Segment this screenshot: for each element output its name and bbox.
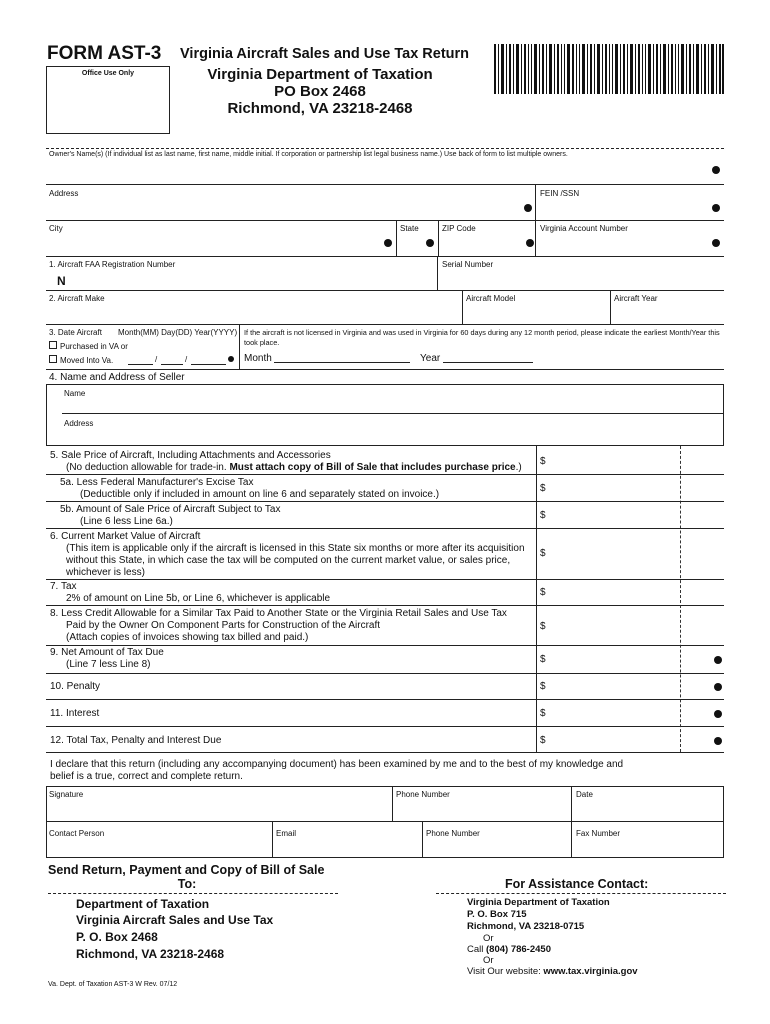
line9-amount[interactable]	[550, 652, 675, 665]
year-label-note: Year	[420, 353, 441, 364]
line10-amount[interactable]	[550, 679, 675, 692]
signature-input[interactable]	[50, 802, 385, 816]
earliest-year-input[interactable]	[445, 350, 531, 361]
email-label: Email	[276, 829, 297, 838]
line5b-note: (Line 6 less Line 6a.)	[80, 516, 173, 527]
purchased-checkbox[interactable]	[49, 341, 57, 349]
fax-label: Fax Number	[576, 829, 621, 838]
form-revision: Va. Dept. of Taxation AST-3 W Rev. 07/12	[48, 981, 178, 988]
date-label: 3. Date Aircraft	[49, 328, 102, 337]
assist-or-2: Or	[483, 955, 494, 966]
zip-dot-icon	[526, 239, 534, 247]
line5-dollar: $	[540, 456, 546, 467]
line12-label: 12. Total Tax, Penalty and Interest Due	[50, 735, 222, 746]
header-city: Richmond, VA 23218-2468	[227, 100, 413, 117]
state-label: State	[400, 224, 419, 233]
line8-note-1: Paid by the Owner On Component Parts for Construction of the Aircraft	[66, 620, 381, 631]
assist-line-1: Virginia Department of Taxation	[467, 897, 610, 908]
line12-amount[interactable]	[550, 733, 675, 746]
seller-heading: 4. Name and Address of Seller	[49, 372, 185, 383]
line5a-note: (Deductible only if included in amount on line 6 and separately stated on invoice.)	[80, 489, 440, 500]
zip-label: ZIP Code	[442, 224, 476, 233]
barcode-image	[494, 44, 724, 94]
assist-heading: For Assistance Contact:	[505, 877, 649, 891]
email-input[interactable]	[276, 840, 416, 854]
line6-amount[interactable]	[550, 546, 675, 559]
va-account-input[interactable]	[540, 236, 705, 250]
office-use-label: Office Use Only	[81, 70, 135, 77]
month-label: Month	[244, 353, 272, 364]
sixty-day-note: If the aircraft is not licensed in Virginia and was used in Virginia for 60 days during any 12 month period, please indicate the earliest Month/Year this took place.	[244, 328, 720, 347]
line7-note: 2% of amount on Line 5b, or Line 6, whichever is applicable	[66, 593, 331, 604]
seller-address-input[interactable]	[64, 429, 714, 442]
line11-dot-icon	[714, 710, 722, 718]
serial-input[interactable]	[442, 272, 712, 286]
model-input[interactable]	[466, 306, 606, 320]
owners-label: Owner's Name(s) (If individual list as last name, first name, middle initial. If corporation or partnership list legal business name.) Use back of form to list multiple owners.	[49, 151, 568, 158]
assist-line-3: Richmond, VA 23218-0715	[467, 921, 585, 932]
line11-label: 11. Interest	[50, 708, 100, 719]
line5a-amount[interactable]	[550, 481, 675, 494]
phone-label: Phone Number	[396, 790, 450, 799]
date-slash-1: /	[155, 355, 158, 364]
line5-amount[interactable]	[550, 454, 675, 467]
address-label: Address	[49, 189, 79, 198]
declaration-text-2: belief is a true, correct and complete return.	[50, 771, 243, 782]
fein-label: FEIN /SSN	[540, 189, 580, 198]
line6-note-2: without this State, in which case the tax will be computed on the current market value, or sales price,	[66, 555, 511, 566]
line10-dollar: $	[540, 681, 546, 692]
line5b-label: 5b. Amount of Sale Price of Aircraft Subject to Tax	[60, 504, 281, 515]
faa-input[interactable]	[72, 274, 422, 288]
line10-dot-icon	[714, 683, 722, 691]
line5b-amount[interactable]	[550, 508, 675, 521]
contact-input[interactable]	[50, 840, 265, 854]
date-dot-icon	[228, 356, 234, 362]
seller-name-input[interactable]	[64, 399, 714, 412]
assist-or-1: Or	[483, 933, 494, 944]
date-format: Month(MM) Day(DD) Year(YYYY)	[118, 328, 238, 337]
owner-name-input[interactable]	[50, 164, 710, 180]
date-sign-label: Date	[576, 790, 593, 799]
line5a-dollar: $	[540, 483, 546, 494]
line6-note-1: (This item is applicable only if the aircraft is licensed in this State six months or more after its acquisition	[66, 543, 525, 554]
line5-label: 5. Sale Price of Aircraft, Including Attachments and Accessories	[50, 450, 331, 461]
fein-input[interactable]	[540, 200, 705, 214]
form-title: Virginia Aircraft Sales and Use Tax Return	[180, 46, 470, 62]
line5b-dollar: $	[540, 510, 546, 521]
phone-input[interactable]	[396, 802, 566, 816]
state-dot-icon	[426, 239, 434, 247]
seller-address-label: Address	[64, 419, 94, 428]
moved-checkbox[interactable]	[49, 355, 57, 363]
city-dot-icon	[384, 239, 392, 247]
assist-call: Call (804) 786-2450	[467, 944, 551, 955]
address-dot-icon	[524, 204, 532, 212]
line7-amount[interactable]	[550, 585, 675, 598]
owner-dot-icon	[712, 166, 720, 174]
phone2-input[interactable]	[426, 840, 566, 854]
department-name: Virginia Department of Taxation	[207, 66, 433, 83]
date-sign-input[interactable]	[576, 802, 716, 816]
line6-dollar: $	[540, 548, 546, 559]
make-label: 2. Aircraft Make	[49, 294, 105, 303]
header-po-box: PO Box 2468	[274, 83, 366, 100]
line11-dollar: $	[540, 708, 546, 719]
address-input[interactable]	[50, 200, 520, 214]
purchased-label: Purchased in VA or	[60, 342, 128, 351]
date-slash-2: /	[185, 355, 188, 364]
fax-input[interactable]	[576, 840, 716, 854]
moved-label: Moved Into Va.	[60, 356, 114, 365]
line9-label: 9. Net Amount of Tax Due	[50, 647, 164, 658]
state-input[interactable]	[400, 236, 420, 250]
date-input[interactable]	[128, 352, 226, 363]
line7-label: 7. Tax	[50, 581, 77, 592]
send-heading: Send Return, Payment and Copy of Bill of Sale	[48, 863, 325, 877]
line6-note-3: whichever is less)	[66, 567, 145, 578]
seller-name-label: Name	[64, 389, 86, 398]
line8-amount[interactable]	[550, 619, 675, 632]
declaration-text: I declare that this return (including any accompanying document) has been examined by me and to the best of my knowledge and	[50, 759, 624, 770]
line5-note: (No deduction allowable for trade-in. Must attach copy of Bill of Sale that includes purchase price.)	[66, 462, 522, 473]
line8-note-2: (Attach copies of invoices showing tax billed and paid.)	[66, 632, 309, 643]
city-input[interactable]	[50, 236, 375, 250]
line9-dot-icon	[714, 656, 722, 664]
contact-label: Contact Person	[49, 829, 105, 838]
form-id: FORM AST-3	[47, 43, 162, 64]
assist-line-2: P. O. Box 715	[467, 909, 527, 920]
model-label: Aircraft Model	[466, 294, 516, 303]
line6-label: 6. Current Market Value of Aircraft	[50, 531, 201, 542]
send-address-3: P. O. Box 2468	[76, 930, 158, 944]
send-heading-to: To:	[177, 877, 197, 891]
signature-label: Signature	[49, 790, 84, 799]
line12-dollar: $	[540, 735, 546, 746]
line9-dollar: $	[540, 654, 546, 665]
make-input[interactable]	[50, 306, 450, 320]
fein-dot-icon	[712, 204, 720, 212]
line5a-label: 5a. Less Federal Manufacturer's Excise Tax	[60, 477, 254, 488]
line8-label: 8. Less Credit Allowable for a Similar Tax Paid to Another State or the Virginia Retail Sales and Use Tax	[50, 608, 507, 619]
phone2-label: Phone Number	[426, 829, 480, 838]
faa-label: 1. Aircraft FAA Registration Number	[49, 260, 176, 269]
website-link[interactable]: www.tax.virginia.gov	[543, 966, 638, 977]
send-address-2: Virginia Aircraft Sales and Use Tax	[76, 913, 274, 927]
line11-amount[interactable]	[550, 706, 675, 719]
serial-label: Serial Number	[442, 260, 494, 269]
line10-label: 10. Penalty	[50, 681, 101, 692]
va-account-label: Virginia Account Number	[540, 224, 628, 233]
faa-prefix: N	[57, 274, 66, 288]
line9-note: (Line 7 less Line 8)	[66, 659, 151, 670]
year-label: Aircraft Year	[614, 294, 658, 303]
year-input[interactable]	[614, 306, 719, 320]
send-address-4: Richmond, VA 23218-2468	[76, 947, 225, 961]
assist-website: Visit Our website: www.tax.virginia.gov	[467, 966, 638, 977]
earliest-month-input[interactable]	[276, 350, 408, 361]
line7-dollar: $	[540, 587, 546, 598]
city-label: City	[49, 224, 63, 233]
line8-dollar: $	[540, 621, 546, 632]
zip-input[interactable]	[442, 236, 522, 250]
va-account-dot-icon	[712, 239, 720, 247]
send-address-1: Department of Taxation	[76, 897, 210, 911]
line12-dot-icon	[714, 737, 722, 745]
